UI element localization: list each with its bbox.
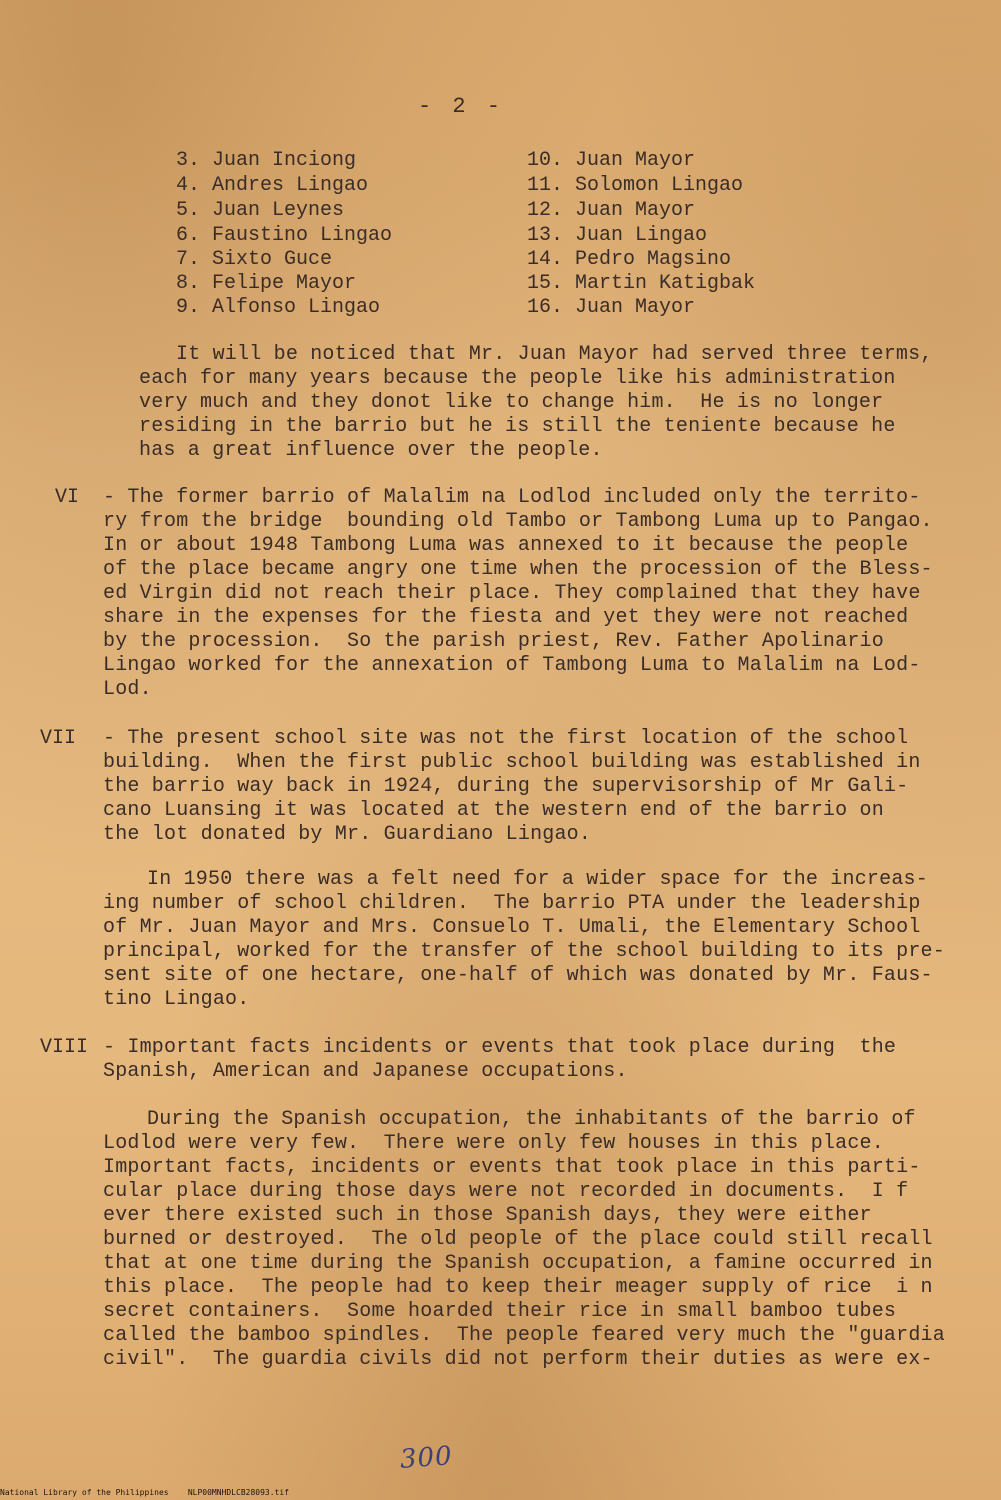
list-item: 6. Faustino Lingao [176, 224, 393, 247]
text-line: burned or destroyed. The old people of the place could still recall [103, 1228, 933, 1251]
text-line: ever there existed such in those Spanish days, they were either [103, 1204, 872, 1227]
text-line: called the bamboo spindles. The people feared very much the "guardia [103, 1324, 945, 1347]
text-line: of Mr. Juan Mayor and Mrs. Consuelo T. Umali, the Elementary School [103, 916, 921, 939]
list-item: 3. Juan Inciong [176, 149, 357, 172]
text-line: sent site of one hectare, one-half of which was donated by Mr. Faus- [103, 964, 933, 987]
text-line: cano Luansing it was located at the western end of the barrio on [103, 799, 884, 822]
section-label: VI [55, 486, 80, 509]
text-line: Spanish, American and Japanese occupations. [103, 1060, 628, 1083]
page-number: - 2 - [418, 94, 505, 119]
text-line: share in the expenses for the fiesta and yet they were not reached [103, 606, 909, 629]
text-line: - Important facts incidents or events that took place during the [103, 1036, 897, 1059]
text-line: each for many years because the people like his administration [139, 367, 896, 390]
text-line: During the Spanish occupation, the inhabitants of the barrio of [147, 1108, 916, 1131]
text-line: Lodlod were very few. There were only few houses in this place. [103, 1132, 884, 1155]
section-label: VII [40, 727, 77, 750]
list-item: 10. Juan Mayor [527, 149, 696, 172]
text-line: It will be noticed that Mr. Juan Mayor had served three terms, [176, 343, 933, 366]
text-line: Important facts, incidents or events that took place in this parti- [103, 1156, 921, 1179]
list-item: 9. Alfonso Lingao [176, 296, 381, 319]
list-item: 16. Juan Mayor [527, 296, 696, 319]
text-line: - The former barrio of Malalim na Lodlod included only the territo- [103, 486, 921, 509]
text-line: the lot donated by Mr. Guardiano Lingao. [103, 823, 592, 846]
text-line: civil". The guardia civils did not perform their duties as were ex- [103, 1348, 933, 1371]
text-line: Lingao worked for the annexation of Tambong Luma to Malalim na Lod- [103, 654, 921, 677]
list-item: 14. Pedro Magsino [527, 248, 732, 271]
text-line: very much and they donot like to change him. He is no longer [139, 391, 884, 414]
text-line: tino Lingao. [103, 988, 250, 1011]
list-item: 12. Juan Mayor [527, 199, 696, 222]
list-item: 15. Martin Katigbak [527, 272, 756, 295]
archive-footer: National Library of the Philippines NLP00MNHDLCB28093.tif [0, 1488, 289, 1497]
text-line: that at one time during the Spanish occupation, a famine occurred in [103, 1252, 933, 1275]
text-line: ing number of school children. The barrio PTA under the leadership [103, 892, 921, 915]
list-item: 11. Solomon Lingao [527, 174, 744, 197]
text-line: secret containers. Some hoarded their rice in small bamboo tubes [103, 1300, 897, 1323]
text-line: residing in the barrio but he is still the teniente because he [139, 415, 896, 438]
list-item: 13. Juan Lingao [527, 224, 708, 247]
text-line: by the procession. So the parish priest, Rev. Father Apolinario [103, 630, 884, 653]
list-item: 5. Juan Leynes [176, 199, 345, 222]
text-line: of the place became angry one time when the procession of the Bless- [103, 558, 933, 581]
text-line: In or about 1948 Tambong Luma was annexed to it because the people [103, 534, 909, 557]
text-line: building. When the first public school building was established in [103, 751, 921, 774]
text-line: principal, worked for the transfer of the school building to its pre- [103, 940, 945, 963]
section-label: VIII [40, 1036, 89, 1059]
text-line: Lod. [103, 678, 152, 701]
text-line: ed Virgin did not reach their place. They complained that they have [103, 582, 921, 605]
text-line: has a great influence over the people. [139, 439, 603, 462]
list-item: 4. Andres Lingao [176, 174, 369, 197]
list-item: 8. Felipe Mayor [176, 272, 357, 295]
text-line: - The present school site was not the first location of the school [103, 727, 909, 750]
text-line: cular place during those days were not recorded in documents. I f [103, 1180, 909, 1203]
list-item: 7. Sixto Guce [176, 248, 333, 271]
handwritten-page-number: 300 [399, 1441, 454, 1475]
text-line: this place. The people had to keep their meager supply of rice i n [103, 1276, 933, 1299]
text-line: In 1950 there was a felt need for a wider space for the increas- [147, 868, 928, 891]
text-line: the barrio way back in 1924, during the supervisorship of Mr Gali- [103, 775, 909, 798]
text-line: ry from the bridge bounding old Tambo or Tambong Luma up to Pangao. [103, 510, 933, 533]
